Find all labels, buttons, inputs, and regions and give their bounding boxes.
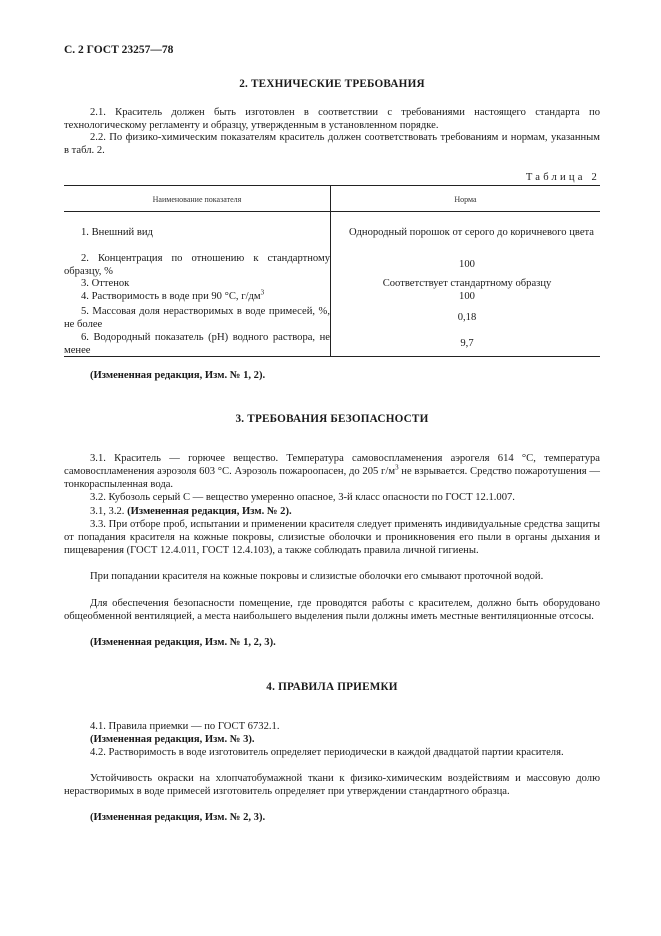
- table-row-4-name: [64, 290, 330, 303]
- table-row-5-value: 0,18: [457, 312, 477, 323]
- table-row-6-value: 9,7: [460, 338, 474, 349]
- table-row-1-value: Однородный порошок от серого до коричневого цвета: [349, 227, 594, 238]
- paragraph-3-1: [64, 452, 600, 492]
- table-row-4-value: 100: [459, 291, 475, 302]
- paragraph-3-1-text-b: не взрывается. Средство пожаротушения — тонкораспыленная вода.: [64, 466, 601, 491]
- paragraph-3-1-superscript: 3: [395, 463, 399, 472]
- paragraph-3-3-ventilation: Для обеспечения безопасности помещение, где проводятся работы с красителем, должно быть оборудовано общеобменной вентиляцией, а места наибольшего выделения пыли должны иметь местные вентиляционные отсосы.: [64, 598, 600, 623]
- table-caption: Таблица 2: [525, 172, 600, 183]
- table-col1-header: Наименование показателя: [152, 195, 242, 204]
- section-2-title: 2. ТЕХНИЧЕСКИЕ ТРЕБОВАНИЯ: [239, 78, 425, 90]
- paragraph-3-1-3-2-note: [64, 505, 600, 518]
- table-row-4-name-superscript: 3: [260, 288, 265, 297]
- page-header: С. 2 ГОСТ 23257—78: [64, 44, 174, 56]
- paragraph-3-1-3-2-amendment: (Измененная редакция, Изм. № 2).: [127, 506, 292, 517]
- paragraph-4-2-dye-fastness: Устойчивость окраски на хлопчатобумажной ткани к физико-химическим воздействиям и массовую долю нерастворимых в воде примесей изготовитель определяет при утверждении стандартного образца.: [64, 773, 600, 798]
- paragraph-3-3-skin-contact: При попадании красителя на кожные покровы и слизистые оболочки его смывают проточной водой.: [90, 571, 544, 582]
- section-3-title: 3. ТРЕБОВАНИЯ БЕЗОПАСНОСТИ: [235, 413, 429, 425]
- table-row-2-value: 100: [459, 259, 475, 270]
- table-row-2-name: 2. Концентрация по отношению к стандартному образцу, %: [64, 253, 330, 278]
- table-row-6-name: 6. Водородный показатель (рН) водного раствора, не менее: [64, 332, 330, 357]
- paragraph-3-1-3-2-prefix: 3.1, 3.2.: [90, 506, 128, 517]
- table-header-rule: [64, 211, 600, 212]
- paragraph-2-2: 2.2. По физико-химическим показателям краситель должен соответствовать требованиям и нормам, указанным в табл. 2.: [64, 132, 600, 157]
- paragraph-4-1: 4.1. Правила приемки — по ГОСТ 6732.1.: [90, 721, 280, 732]
- table-row-3-name: 3. Оттенок: [81, 278, 130, 289]
- table-row-3-value: Соответствует стандартному образцу: [382, 278, 552, 289]
- table-row-1-name: 1. Внешний вид: [81, 227, 153, 238]
- section-2-amendment-note: (Измененная редакция, Изм. № 1, 2).: [90, 370, 266, 381]
- table-top-rule: [64, 185, 600, 186]
- paragraph-4-2: 4.2. Растворимость в воде изготовитель определяет периодически в каждой двадцатой партии красителя.: [90, 747, 564, 758]
- paragraph-4-1-amendment-note: (Измененная редакция, Изм. № 3).: [90, 734, 255, 745]
- section-4-title: 4. ПРАВИЛА ПРИЕМКИ: [266, 681, 398, 693]
- table-row-4-name-text: 4. Растворимость в воде при 90 °С, г/дм: [81, 291, 261, 302]
- table-column-divider: [330, 185, 331, 356]
- table-col2-header: Норма: [454, 195, 477, 204]
- paragraph-2-1: 2.1. Краситель должен быть изготовлен в соответствии с требованиями настоящего стандарта по технологическому регламенту и образцу, утвержденным в установленном порядке.: [64, 107, 600, 132]
- section-4-amendment-note: (Измененная редакция, Изм. № 2, 3).: [90, 812, 266, 823]
- paragraph-3-3: 3.3. При отборе проб, испытании и применении красителя следует применять индивидуальные средства защиты от попадания красителя на кожные покровы, слизистые оболочки и проникновения его пыли в органы дыхания и пищеварения (ГОСТ 12.4.011, ГОСТ 12.4.103), а также соблюдать правила личной гигиены.: [64, 519, 600, 557]
- table-row-5-name: 5. Массовая доля нерастворимых в воде примесей, %, не более: [64, 306, 330, 331]
- paragraph-3-2: 3.2. Кубозоль серый С — вещество умеренно опасное, 3-й класс опасности по ГОСТ 12.1.007.: [90, 492, 515, 503]
- paragraph-3-1-text-a: 3.1. Краситель — горючее вещество. Температура самовоспламенения аэрогеля 614 °С, температура самовоспламенения аэрозоля 603 °С. Аэрозоль пожароопасен, до 205 г/м: [64, 453, 600, 478]
- section-3-amendment-note: (Измененная редакция, Изм. № 1, 2, 3).: [90, 637, 276, 648]
